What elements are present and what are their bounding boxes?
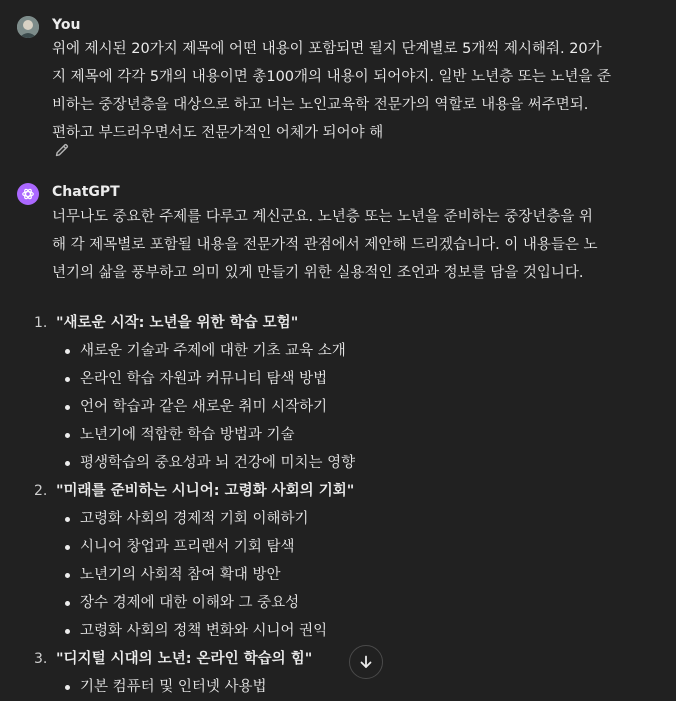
intro-line: 해 각 제목별로 포함될 내용을 전문가적 관점에서 제안해 드리겠습니다. 이 내용들은 노: [52, 237, 598, 253]
intro-line: 너무나도 중요한 주제를 다루고 계신군요. 노년층 또는 노년을 준비하는 중장년층을 위: [52, 209, 593, 225]
pencil-icon[interactable]: [54, 142, 70, 158]
bullet-dot: [65, 349, 70, 354]
chatgpt-avatar: [17, 183, 39, 205]
list-item: 고령화 사회의 정책 변화와 시니어 권익: [0, 617, 676, 645]
section-title: [0, 309, 676, 337]
assistant-intro: [52, 203, 664, 287]
section-title: [0, 477, 676, 505]
user-avatar: [17, 16, 39, 38]
user-line: 위에 제시된 20가지 제목에 어떤 내용이 포함되면 될지 단계별로 5개씩 제시해줘. 20가: [52, 41, 602, 57]
section-number: 2.: [34, 483, 48, 499]
section-title-text: "미래를 준비하는 시니어: 고령화 사회의 기회": [56, 483, 355, 499]
section-item: [0, 309, 676, 477]
bullet-list: [0, 505, 676, 645]
list-item: 온라인 학습 자원과 커뮤니티 탐색 방법: [0, 365, 676, 393]
list-item: 기본 컴퓨터 및 인터넷 사용법: [0, 673, 676, 701]
list-item: 새로운 기술과 주제에 대한 기초 교육 소개: [0, 337, 676, 365]
scroll-to-bottom-button[interactable]: [349, 645, 383, 679]
section-title-text: "새로운 시작: 노년을 위한 학습 모험": [56, 315, 299, 331]
list-item: 언어 학습과 같은 새로운 취미 시작하기: [0, 393, 676, 421]
bullet-dot: [65, 461, 70, 466]
openai-logo-icon: [21, 187, 35, 201]
user-avatar-icon: [17, 16, 39, 38]
bullet-dot: [65, 517, 70, 522]
list-item: 고령화 사회의 경제적 기회 이해하기: [0, 505, 676, 533]
user-line: 지 제목에 각각 5개의 내용이면 총100개의 내용이 되어야지. 일반 노년층 또는 노년을 준: [52, 69, 612, 85]
section-number: 3.: [34, 651, 48, 667]
user-message-text: [52, 35, 664, 147]
user-line: 비하는 중장년층을 대상으로 하고 너는 노인교육학 전문가의 역할로 내용을 써주면되.: [52, 97, 589, 113]
bullet-dot: [65, 405, 70, 410]
bullet-list: [0, 337, 676, 477]
section-title-text: "디지털 시대의 노년: 온라인 학습의 힘": [56, 651, 313, 667]
list-item: 시니어 창업과 프리랜서 기회 탐색: [0, 533, 676, 561]
bullet-list: [0, 673, 676, 701]
user-line: 편하고 부드러우면서도 전문가적인 어체가 되어야 해: [52, 125, 384, 141]
section-list: [0, 309, 676, 701]
section-item: [0, 645, 676, 701]
arrow-down-icon: [358, 654, 374, 670]
section-number: 1.: [34, 315, 48, 331]
bullet-dot: [65, 377, 70, 382]
list-item: 평생학습의 중요성과 뇌 건강에 미치는 영향: [0, 449, 676, 477]
list-item: 노년기의 사회적 참여 확대 방안: [0, 561, 676, 589]
bullet-dot: [65, 573, 70, 578]
list-item: 노년기에 적합한 학습 방법과 기술: [0, 421, 676, 449]
bullet-dot: [65, 629, 70, 634]
bullet-dot: [65, 433, 70, 438]
user-author-name: You: [52, 17, 81, 33]
bullet-dot: [65, 545, 70, 550]
list-item: 장수 경제에 대한 이해와 그 중요성: [0, 589, 676, 617]
bullet-dot: [65, 601, 70, 606]
intro-line: 년기의 삶을 풍부하고 의미 있게 만들기 위한 실용적인 조언과 정보를 담을 것입니다.: [52, 265, 584, 281]
section-item: [0, 477, 676, 645]
section-title: [0, 645, 676, 673]
assistant-author-name: ChatGPT: [52, 184, 120, 200]
